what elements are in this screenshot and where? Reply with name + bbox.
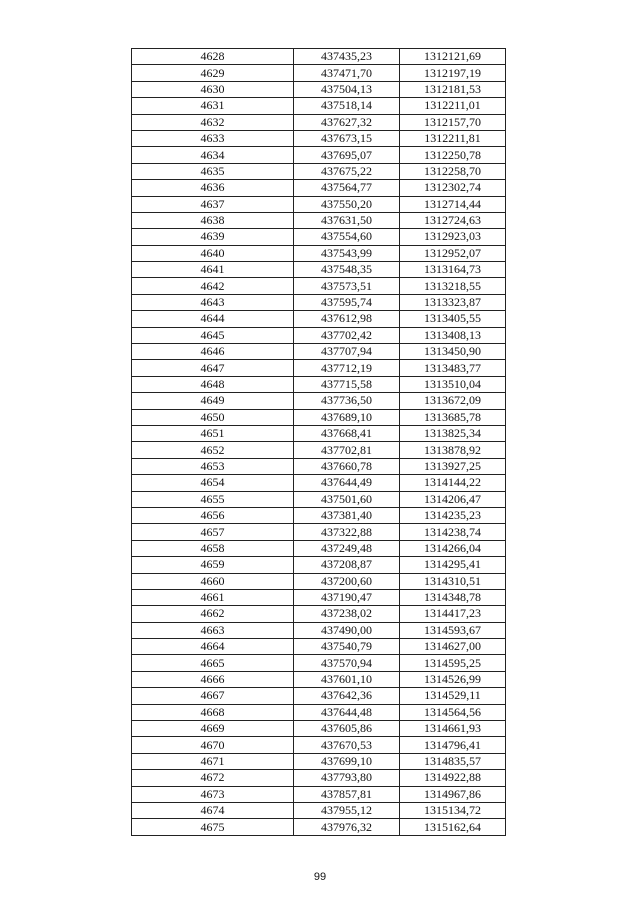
point-number-cell: 4674 <box>132 802 294 818</box>
table-row <box>132 475 506 491</box>
table-row <box>132 147 506 163</box>
table-row <box>132 245 506 261</box>
y-coordinate-cell: 1314526,99 <box>400 671 506 687</box>
table-row <box>132 540 506 556</box>
y-coordinate-cell: 1312724,63 <box>400 212 506 228</box>
x-coordinate-cell: 437670,53 <box>294 737 400 753</box>
table-row <box>132 704 506 720</box>
table-row <box>132 622 506 638</box>
point-number-cell: 4640 <box>132 245 294 261</box>
point-number-cell: 4664 <box>132 639 294 655</box>
table-row <box>132 442 506 458</box>
x-coordinate-cell: 437702,81 <box>294 442 400 458</box>
table-row <box>132 229 506 245</box>
table-row <box>132 737 506 753</box>
x-coordinate-cell: 437699,10 <box>294 753 400 769</box>
table-row <box>132 196 506 212</box>
y-coordinate-cell: 1314206,47 <box>400 491 506 507</box>
x-coordinate-cell: 437540,79 <box>294 639 400 655</box>
y-coordinate-cell: 1314529,11 <box>400 688 506 704</box>
x-coordinate-cell: 437644,49 <box>294 475 400 491</box>
x-coordinate-cell: 437627,32 <box>294 114 400 130</box>
x-coordinate-cell: 437702,42 <box>294 327 400 343</box>
x-coordinate-cell: 437548,35 <box>294 262 400 278</box>
point-number-cell: 4652 <box>132 442 294 458</box>
table-row <box>132 655 506 671</box>
y-coordinate-cell: 1312157,70 <box>400 114 506 130</box>
table-row <box>132 524 506 540</box>
table-row <box>132 573 506 589</box>
x-coordinate-cell: 437208,87 <box>294 557 400 573</box>
y-coordinate-cell: 1314266,04 <box>400 540 506 556</box>
x-coordinate-cell: 437238,02 <box>294 606 400 622</box>
y-coordinate-cell: 1312302,74 <box>400 180 506 196</box>
point-number-cell: 4666 <box>132 671 294 687</box>
table-row <box>132 688 506 704</box>
table-row <box>132 507 506 523</box>
x-coordinate-cell: 437595,74 <box>294 294 400 310</box>
point-number-cell: 4660 <box>132 573 294 589</box>
y-coordinate-cell: 1314238,74 <box>400 524 506 540</box>
point-number-cell: 4672 <box>132 770 294 786</box>
table-row <box>132 360 506 376</box>
table-row <box>132 786 506 802</box>
table-row <box>132 163 506 179</box>
y-coordinate-cell: 1312258,70 <box>400 163 506 179</box>
point-number-cell: 4661 <box>132 589 294 605</box>
point-number-cell: 4632 <box>132 114 294 130</box>
x-coordinate-cell: 437707,94 <box>294 344 400 360</box>
y-coordinate-cell: 1313685,78 <box>400 409 506 425</box>
point-number-cell: 4656 <box>132 507 294 523</box>
x-coordinate-cell: 437550,20 <box>294 196 400 212</box>
x-coordinate-cell: 437857,81 <box>294 786 400 802</box>
y-coordinate-cell: 1312121,69 <box>400 49 506 65</box>
x-coordinate-cell: 437471,70 <box>294 65 400 81</box>
point-number-cell: 4650 <box>132 409 294 425</box>
y-coordinate-cell: 1314593,67 <box>400 622 506 638</box>
point-number-cell: 4668 <box>132 704 294 720</box>
y-coordinate-cell: 1313405,55 <box>400 311 506 327</box>
point-number-cell: 4647 <box>132 360 294 376</box>
point-number-cell: 4634 <box>132 147 294 163</box>
y-coordinate-cell: 1314564,56 <box>400 704 506 720</box>
table-row <box>132 65 506 81</box>
table-row <box>132 458 506 474</box>
table-row <box>132 278 506 294</box>
table-row <box>132 770 506 786</box>
y-coordinate-cell: 1314235,23 <box>400 507 506 523</box>
point-number-cell: 4637 <box>132 196 294 212</box>
table-row <box>132 130 506 146</box>
y-coordinate-cell: 1312952,07 <box>400 245 506 261</box>
y-coordinate-cell: 1313408,13 <box>400 327 506 343</box>
y-coordinate-cell: 1313218,55 <box>400 278 506 294</box>
table-row <box>132 721 506 737</box>
point-number-cell: 4662 <box>132 606 294 622</box>
y-coordinate-cell: 1314835,57 <box>400 753 506 769</box>
y-coordinate-cell: 1312250,78 <box>400 147 506 163</box>
y-coordinate-cell: 1314661,93 <box>400 721 506 737</box>
point-number-cell: 4654 <box>132 475 294 491</box>
table-row <box>132 212 506 228</box>
point-number-cell: 4667 <box>132 688 294 704</box>
point-number-cell: 4643 <box>132 294 294 310</box>
x-coordinate-cell: 437501,60 <box>294 491 400 507</box>
x-coordinate-cell: 437504,13 <box>294 81 400 97</box>
y-coordinate-cell: 1313323,87 <box>400 294 506 310</box>
point-number-cell: 4636 <box>132 180 294 196</box>
table-row <box>132 639 506 655</box>
x-coordinate-cell: 437601,10 <box>294 671 400 687</box>
x-coordinate-cell: 437955,12 <box>294 802 400 818</box>
point-number-cell: 4648 <box>132 376 294 392</box>
x-coordinate-cell: 437712,19 <box>294 360 400 376</box>
x-coordinate-cell: 437190,47 <box>294 589 400 605</box>
x-coordinate-cell: 437605,86 <box>294 721 400 737</box>
y-coordinate-cell: 1313927,25 <box>400 458 506 474</box>
page-number: 99 <box>313 871 327 883</box>
y-coordinate-cell: 1313825,34 <box>400 425 506 441</box>
point-number-cell: 4651 <box>132 425 294 441</box>
x-coordinate-cell: 437200,60 <box>294 573 400 589</box>
x-coordinate-cell: 437518,14 <box>294 98 400 114</box>
table-row <box>132 262 506 278</box>
table-row <box>132 327 506 343</box>
point-number-cell: 4628 <box>132 49 294 65</box>
y-coordinate-cell: 1314310,51 <box>400 573 506 589</box>
table-row <box>132 589 506 605</box>
point-number-cell: 4638 <box>132 212 294 228</box>
point-number-cell: 4675 <box>132 819 294 835</box>
x-coordinate-cell: 437554,60 <box>294 229 400 245</box>
point-number-cell: 4653 <box>132 458 294 474</box>
table-row <box>132 81 506 97</box>
y-coordinate-cell: 1312211,01 <box>400 98 506 114</box>
table-row <box>132 344 506 360</box>
table-row <box>132 671 506 687</box>
x-coordinate-cell: 437573,51 <box>294 278 400 294</box>
point-number-cell: 4633 <box>132 130 294 146</box>
x-coordinate-cell: 437631,50 <box>294 212 400 228</box>
table-row <box>132 376 506 392</box>
y-coordinate-cell: 1315162,64 <box>400 819 506 835</box>
point-number-cell: 4641 <box>132 262 294 278</box>
table-row <box>132 606 506 622</box>
x-coordinate-cell: 437668,41 <box>294 425 400 441</box>
x-coordinate-cell: 437793,80 <box>294 770 400 786</box>
y-coordinate-cell: 1313483,77 <box>400 360 506 376</box>
x-coordinate-cell: 437249,48 <box>294 540 400 556</box>
y-coordinate-cell: 1313672,09 <box>400 393 506 409</box>
y-coordinate-cell: 1312211,81 <box>400 130 506 146</box>
table-row <box>132 98 506 114</box>
point-number-cell: 4669 <box>132 721 294 737</box>
coordinates-table-body <box>132 49 506 836</box>
x-coordinate-cell: 437543,99 <box>294 245 400 261</box>
table-row <box>132 491 506 507</box>
y-coordinate-cell: 1314922,88 <box>400 770 506 786</box>
table-row <box>132 311 506 327</box>
x-coordinate-cell: 437322,88 <box>294 524 400 540</box>
y-coordinate-cell: 1314348,78 <box>400 589 506 605</box>
y-coordinate-cell: 1313164,73 <box>400 262 506 278</box>
coordinates-table <box>131 48 506 836</box>
y-coordinate-cell: 1314595,25 <box>400 655 506 671</box>
table-row <box>132 180 506 196</box>
y-coordinate-cell: 1314417,23 <box>400 606 506 622</box>
y-coordinate-cell: 1312923,03 <box>400 229 506 245</box>
point-number-cell: 4644 <box>132 311 294 327</box>
table-row <box>132 114 506 130</box>
y-coordinate-cell: 1314144,22 <box>400 475 506 491</box>
x-coordinate-cell: 437490,00 <box>294 622 400 638</box>
y-coordinate-cell: 1315134,72 <box>400 802 506 818</box>
point-number-cell: 4673 <box>132 786 294 802</box>
table-row <box>132 819 506 835</box>
x-coordinate-cell: 437570,94 <box>294 655 400 671</box>
point-number-cell: 4629 <box>132 65 294 81</box>
x-coordinate-cell: 437673,15 <box>294 130 400 146</box>
point-number-cell: 4663 <box>132 622 294 638</box>
y-coordinate-cell: 1313878,92 <box>400 442 506 458</box>
y-coordinate-cell: 1313510,04 <box>400 376 506 392</box>
y-coordinate-cell: 1314627,00 <box>400 639 506 655</box>
x-coordinate-cell: 437689,10 <box>294 409 400 425</box>
point-number-cell: 4670 <box>132 737 294 753</box>
x-coordinate-cell: 437715,58 <box>294 376 400 392</box>
point-number-cell: 4635 <box>132 163 294 179</box>
point-number-cell: 4646 <box>132 344 294 360</box>
y-coordinate-cell: 1312197,19 <box>400 65 506 81</box>
x-coordinate-cell: 437644,48 <box>294 704 400 720</box>
y-coordinate-cell: 1314967,86 <box>400 786 506 802</box>
table-row <box>132 409 506 425</box>
x-coordinate-cell: 437976,32 <box>294 819 400 835</box>
point-number-cell: 4658 <box>132 540 294 556</box>
x-coordinate-cell: 437695,07 <box>294 147 400 163</box>
y-coordinate-cell: 1313450,90 <box>400 344 506 360</box>
x-coordinate-cell: 437736,50 <box>294 393 400 409</box>
point-number-cell: 4657 <box>132 524 294 540</box>
table-row <box>132 393 506 409</box>
table-row <box>132 49 506 65</box>
table-row <box>132 802 506 818</box>
point-number-cell: 4642 <box>132 278 294 294</box>
point-number-cell: 4659 <box>132 557 294 573</box>
x-coordinate-cell: 437435,23 <box>294 49 400 65</box>
y-coordinate-cell: 1312714,44 <box>400 196 506 212</box>
table-row <box>132 753 506 769</box>
y-coordinate-cell: 1314295,41 <box>400 557 506 573</box>
y-coordinate-cell: 1312181,53 <box>400 81 506 97</box>
table-row <box>132 557 506 573</box>
table-row <box>132 425 506 441</box>
table-row <box>132 294 506 310</box>
x-coordinate-cell: 437675,22 <box>294 163 400 179</box>
y-coordinate-cell: 1314796,41 <box>400 737 506 753</box>
point-number-cell: 4665 <box>132 655 294 671</box>
x-coordinate-cell: 437381,40 <box>294 507 400 523</box>
point-number-cell: 4630 <box>132 81 294 97</box>
point-number-cell: 4655 <box>132 491 294 507</box>
x-coordinate-cell: 437642,36 <box>294 688 400 704</box>
point-number-cell: 4671 <box>132 753 294 769</box>
point-number-cell: 4639 <box>132 229 294 245</box>
point-number-cell: 4649 <box>132 393 294 409</box>
point-number-cell: 4645 <box>132 327 294 343</box>
x-coordinate-cell: 437612,98 <box>294 311 400 327</box>
point-number-cell: 4631 <box>132 98 294 114</box>
x-coordinate-cell: 437564,77 <box>294 180 400 196</box>
x-coordinate-cell: 437660,78 <box>294 458 400 474</box>
